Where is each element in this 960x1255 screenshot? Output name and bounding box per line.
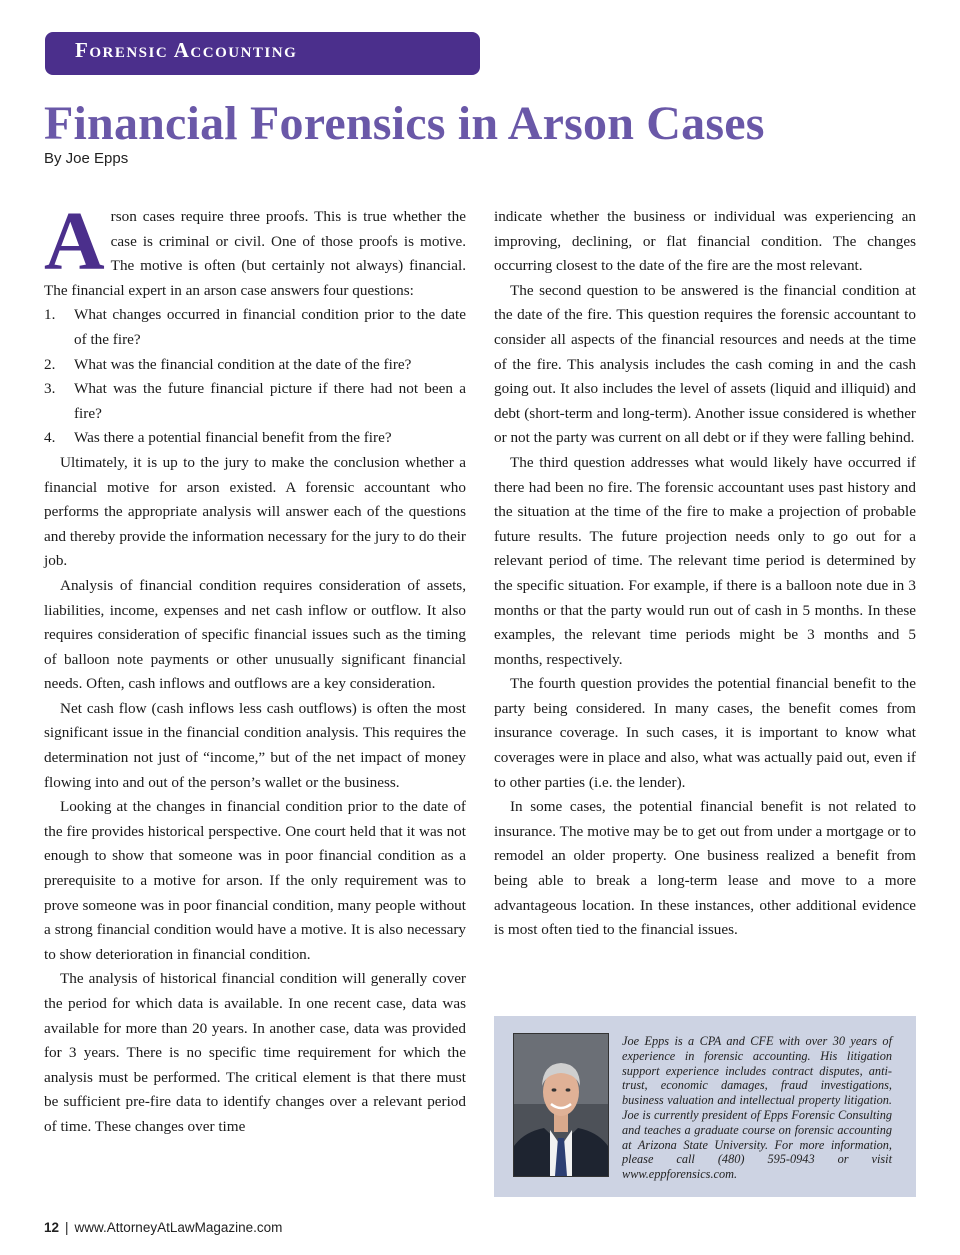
list-text: Was there a potential financial benefit from the fire? — [74, 429, 392, 447]
page-number: 12 — [44, 1220, 60, 1235]
footer-separator: | — [65, 1220, 69, 1235]
list-item — [44, 377, 466, 426]
intro-paragraph — [44, 195, 466, 303]
body-paragraph: Analysis of financial condition requires consideration of assets, liabilities, income, expenses and net cash inflow or outflow. It also requires consideration of specific financial issues such as the timing of balloon note payments or other unusually significant financial needs. Often, cash inflows and outflows are a key consideration. — [44, 576, 466, 693]
right-column — [494, 205, 916, 943]
list-number: 2. — [44, 355, 56, 373]
body-paragraph: Looking at the changes in financial condition prior to the date of the fire provides historical perspective. One court held that it was not enough to show that someone was in poor financial condition as a prerequisite to a motive for arson. If the only requirement was to prove someone was in poor financial condition, many people without a strong financial condition would have a motive. It is also necessary to show deterioration in financial condition. — [44, 798, 466, 963]
section-label: Forensic Accounting — [75, 38, 298, 62]
author-bio-text: Joe Epps is a CPA and CFE with over 30 years of experience in forensic accounting. His litigation support experience includes contract disputes, anti-trust, economic damages, fraud investigations, business valuation and intellectual property litigation. Joe is currently president of Epps Forensic Consulting and teaches a graduate course on forensic accounting at Arizona State University. For more information, please call (480) 595-0943 or visit www.eppforensics.com. — [622, 1034, 892, 1182]
list-item — [44, 353, 466, 378]
list-text: What was the future financial picture if there had not been a fire? — [74, 380, 466, 422]
list-text: What was the financial condition at the date of the fire? — [74, 355, 412, 373]
body-paragraph: In some cases, the potential financial benefit is not related to insurance. The motive may be to get out from under a mortgage or to remodel an older property. One business realized a benefit from being able to break a long-term lease and move to a more advantageous location. In these instances, other additional evidence is most often tied to the financial issues. — [494, 798, 916, 939]
byline: By Joe Epps — [44, 150, 129, 167]
list-item — [44, 303, 466, 352]
intro-text: rson cases require three proofs. This is true whether the case is criminal or civil. One of those proofs is motive. The motive is often (but certainly not always) financial. The financial expert in an arson case answers four questions: — [44, 208, 466, 299]
body-paragraph: Net cash flow (cash inflows less cash outflows) is often the most significant issue in the financial condition analysis. This requires the determination not just of “income,” but of the net impact of money flowing into and out of the person’s wallet or the business. — [44, 699, 466, 791]
body-paragraph: The second question to be answered is the financial condition at the date of the fire. This question requires the forensic accountant to consider all aspects of the financial resources and needs at the time of the fire. This analysis includes the cash coming in and the cash going out. It also includes the level of assets (liquid and illiquid) and debt (short-term and long-term). Another issue considered is whether or not the party was current on all debt or if they were falling behind. — [494, 281, 916, 447]
page-footer — [44, 1220, 282, 1235]
author-photo — [513, 1033, 609, 1177]
body-paragraph: Ultimately, it is up to the jury to make the conclusion whether a financial motive for arson existed. A forensic accountant who performs the appropriate analysis will answer each of the questions and thereby provide the information necessary for the jury to do their job. — [44, 453, 466, 570]
footer-site-url: www.AttorneyAtLawMagazine.com — [74, 1220, 283, 1235]
body-paragraph: The third question addresses what would likely have occurred if there had been no fire. The forensic accountant uses past history and the situation at the time of the fire to make a projection of probable future results. The future projection needs only to go out for a relevant period of time. The relevant time period is determined by the specific situation. For example, if there is a balloon note due in 3 months or that the party would run out of cash in 5 months. In these examples, the relevant time periods might be 3 months and 5 months, respectively. — [494, 453, 916, 668]
question-list — [44, 303, 466, 451]
continued-paragraph: indicate whether the business or individual was experiencing an improving, declining, or flat financial condition. The changes occurring closest to the date of the fire are the most relevant. — [494, 208, 916, 275]
list-number: 1. — [44, 306, 56, 324]
article-title: Financial Forensics in Arson Cases — [44, 97, 765, 150]
drop-cap: A — [44, 195, 105, 288]
section-banner — [45, 32, 480, 75]
list-text: What changes occurred in financial condition prior to the date of the fire? — [74, 306, 466, 348]
author-portrait-icon — [514, 1034, 608, 1176]
left-column — [44, 195, 466, 1140]
list-number: 3. — [44, 380, 56, 398]
list-item — [44, 426, 466, 451]
author-bio-box — [494, 1016, 916, 1197]
body-paragraph: The fourth question provides the potential financial benefit to the party being considered. In many cases, the benefit comes from insurance coverage. In such cases, it is important to know what coverages were in place and also, what was actually paid out, even if to other parties (i.e. the lender). — [494, 675, 916, 791]
list-number: 4. — [44, 429, 56, 447]
body-paragraph: The analysis of historical financial condition will generally cover the period for which data is available. In one recent case, data was available for more than 20 years. In another case, data was provided for 3 years. There is no specific time requirement for which the analysis must be performed. The critical element is that there must be sufficient pre-fire data to identify changes over a relevant period of time. These changes over time — [44, 970, 466, 1135]
